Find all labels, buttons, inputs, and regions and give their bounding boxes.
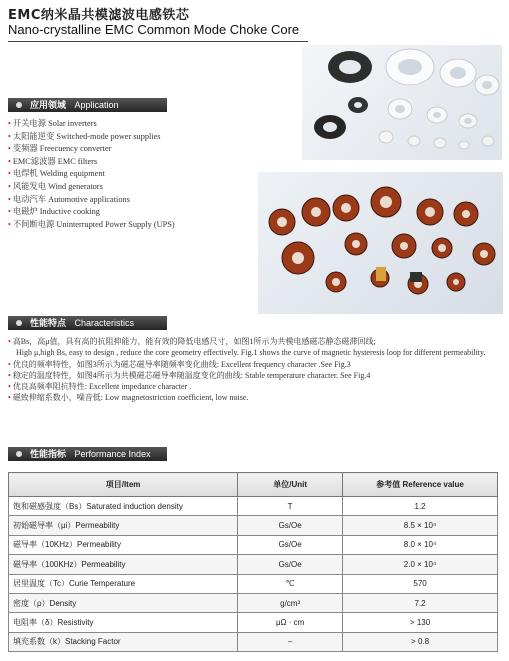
table-row: [9, 593, 498, 612]
unit-cell: Gs/Oe: [238, 516, 343, 535]
list-item: • 优良高频率阻抗特性: Excellent impedance character .: [8, 382, 192, 392]
title-divider: [8, 41, 308, 42]
table-row: [9, 632, 498, 651]
application-header: [8, 98, 167, 112]
column-header-reference: 参考值 Reference value: [343, 473, 498, 497]
table-row: [9, 613, 498, 632]
characteristics-header: [8, 316, 167, 330]
value-cell: > 0.8: [343, 632, 498, 651]
table-row: [9, 535, 498, 554]
list-item: • 电磁炉 Inductive cooking: [8, 207, 100, 217]
list-item: • 高Bs，高μ值，具有高的抗阻抑能力，能有效的降低电感尺寸，如图1所示为共模电感磁芯静态磁滞回线;: [8, 337, 376, 346]
item-cell: 磁导率（100KHz）Permeability: [9, 555, 238, 574]
page-title-en: Nano-crystalline EMC Common Mode Choke Core: [8, 22, 300, 37]
column-header-item: 项目/Item: [9, 473, 238, 497]
value-cell: 570: [343, 574, 498, 593]
table-row: [9, 555, 498, 574]
table-row: [9, 497, 498, 516]
performance-header-cn: 性能指标: [30, 449, 67, 459]
list-item: • 风能发电 Wind generators: [8, 181, 103, 191]
value-cell: 2.0 × 10⁴: [343, 555, 498, 574]
item-cell: 磁导率（10KHz）Permeability: [9, 535, 238, 554]
performance-header: [8, 447, 167, 461]
list-item: • 不间断电源 Uninterrupted Power Supply (UPS): [8, 219, 175, 229]
value-cell: 7.2: [343, 593, 498, 612]
value-cell: 8.0 × 10⁴: [343, 535, 498, 554]
unit-cell: T: [238, 497, 343, 516]
characteristics-text: [8, 336, 502, 404]
column-header-unit: 单位/Unit: [238, 473, 343, 497]
choke-product-photo: [258, 172, 503, 314]
characteristics-header-en: Characteristics: [74, 318, 135, 328]
list-item: • 磁致伸缩系数小，噪音低: Low magnetostriction coefficient, low noise.: [8, 393, 249, 403]
list-item: • EMC滤波器 EMC filters: [8, 156, 98, 166]
item-cell: 填充系数（k）Stacking Factor: [9, 632, 238, 651]
list-item: • 电焊机 Welding equipment: [8, 169, 105, 179]
characteristics-header-cn: 性能特点: [30, 318, 67, 328]
item-cell: 初始磁导率（μi）Permeability: [9, 516, 238, 535]
application-list: [8, 118, 268, 231]
application-header-en: Application: [74, 100, 119, 110]
list-item: • 优良的频率特性，如图3所示为磁芯磁导率随频率变化曲线: Excellent frequency character .See Fig.3: [8, 359, 351, 369]
item-cell: 居里温度（Tc）Curie Temperature: [9, 574, 238, 593]
item-cell: 电阻率（δ）Resistivity: [9, 613, 238, 632]
application-header-cn: 应用领域: [30, 100, 67, 110]
characteristics-line-en: High μ,high Bs, easy to design , reduce the core geometry effectively. Fig.1 shows the curve of magnetic hysteresis loop for different permeability.: [16, 348, 486, 358]
core-product-photo: [302, 45, 502, 160]
header-bullet-icon: [16, 320, 22, 326]
performance-table: [8, 472, 498, 652]
table-row: [9, 574, 498, 593]
list-item: • 电动汽车 Automotive applications: [8, 194, 130, 204]
table-row: [9, 516, 498, 535]
value-cell: > 130: [343, 613, 498, 632]
list-item: • 变频器 Freecuency converter: [8, 144, 112, 154]
value-cell: 8.5 × 10⁴: [343, 516, 498, 535]
unit-cell: μΩ · cm: [238, 613, 343, 632]
list-item: • 稳定的温度特性，如图4所示为共模磁芯磁导率随温度变化的曲线: Stable temperature character. See Fig.4: [8, 370, 371, 380]
page-title-cn: EMC纳米晶共模滤波电感铁芯: [8, 8, 190, 23]
unit-cell: ℃: [238, 574, 343, 593]
unit-cell: –: [238, 632, 343, 651]
list-item: • 太阳能逆变 Switched-mode power supplies: [8, 131, 161, 141]
unit-cell: g/cm³: [238, 593, 343, 612]
header-bullet-icon: [16, 451, 22, 457]
table-header-row: [9, 473, 498, 497]
unit-cell: Gs/Oe: [238, 535, 343, 554]
list-item: • 开关电源 Solar inverters: [8, 119, 97, 128]
performance-header-en: Performance Index: [74, 449, 151, 459]
value-cell: 1.2: [343, 497, 498, 516]
unit-cell: Gs/Oe: [238, 555, 343, 574]
item-cell: 饱和磁感强度（Bs）Saturated induction density: [9, 497, 238, 516]
item-cell: 密度（ρ）Density: [9, 593, 238, 612]
header-bullet-icon: [16, 102, 22, 108]
